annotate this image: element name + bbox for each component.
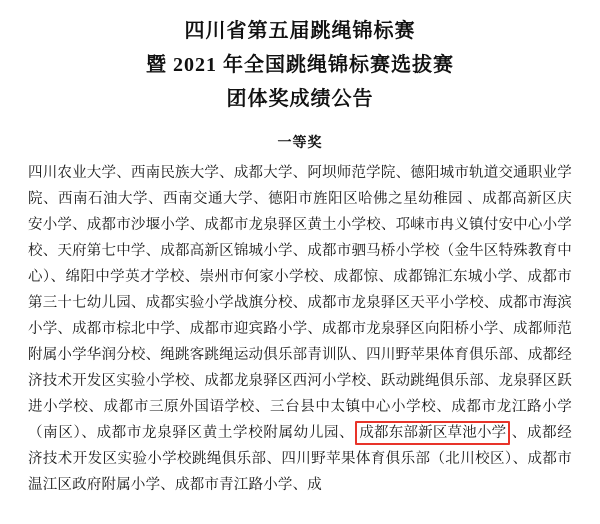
highlighted-school-name: 成都东部新区草池小学	[355, 421, 510, 445]
award-text-after: 、成都经济技术开发区实验小学校跳绳俱乐部、四	[28, 425, 572, 467]
title-line-1: 四川省第五届跳绳锦标赛	[184, 20, 416, 42]
award-text-clipped: 川野苹果体育俱乐部（北川校区）、成都市温江区政府附属小学、成都市青江路小学、成	[28, 451, 572, 493]
award-text-before: 四川农业大学、西南民族大学、成都大学、阿坝师范学院、德阳城市轨道交通职业学院、西南石油大学、西南交通大学、德阳市旌阳区哈佛之星幼稚园 、成都高新区庆安小学、成都市沙堰小学、成都市龙泉驿区黄土小学校、邛崃市冉义镇付安中心小学校、天府第七中学、成都高新区锦城小学、成都市驷马桥小学校（金牛区特殊教育中心）、绵阳中学英才学校、崇州市何家小学校、成都惊、成都锦汇东城小学、成都市第三十七幼儿园、成都实验小学战旗分校、成都市龙泉驿区天平小学校、成都市海滨小学、成都市棕北中学、成都市迎宾路小学、成都市龙泉驿区向阳桥小学、成都师范附属小学华润分校、绳跳客跳绳运动俱乐部青训队、四川野苹果体育俱乐部、成都经济技术开发区实验小学校、成都龙泉驿区西河小学校、跃动跳绳俱乐部、龙泉驿区跃进小学校、成都市三原外国语学校、三台县中太镇中心小学校、成都市龙江路小学（南区）、成都市龙泉驿区黄土学校附属幼儿园、	[28, 165, 572, 441]
award-list-paragraph	[28, 160, 572, 498]
title-line-3: 团体奖成绩公告	[226, 88, 374, 110]
section-heading-first-prize: 一等奖	[277, 136, 323, 151]
title-line-2: 暨 2021 年全国跳绳锦标赛选拔赛	[146, 54, 454, 76]
document-title	[28, 14, 572, 116]
